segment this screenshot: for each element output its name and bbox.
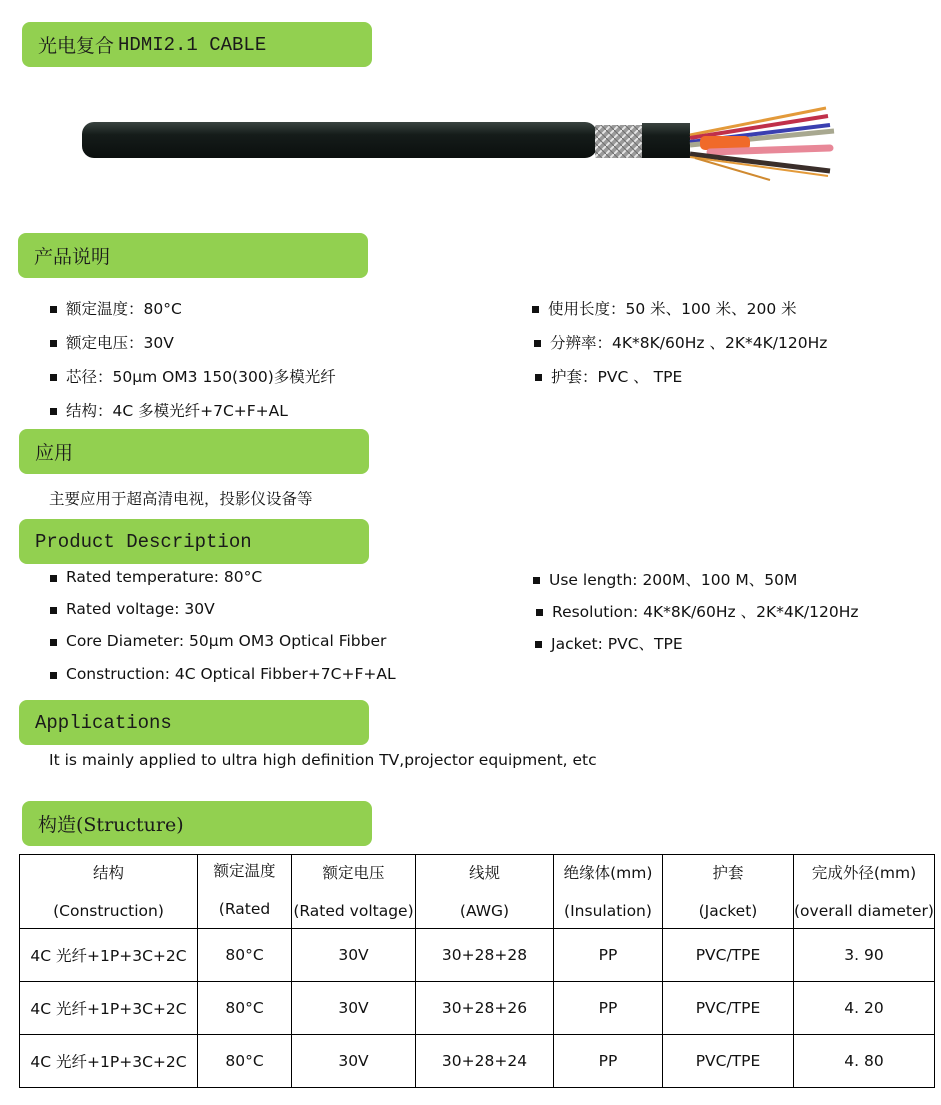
cable-photo-icon [70, 90, 850, 195]
spec-item: Rated temperature: 80°C [50, 568, 262, 586]
section-heading: Product Description [35, 530, 252, 553]
spec-item: Resolution: 4K*8K/60Hz 、2K*4K/120Hz [536, 600, 859, 622]
title-cn: 光电复合 [38, 35, 115, 57]
bullet-icon [50, 639, 57, 646]
spec-item: Jacket: PVC、TPE [535, 632, 683, 654]
cn-applications-text: 主要应用于超高清电视，投影仪设备等 [49, 490, 313, 508]
column-header: 结构 (Construction) [20, 855, 198, 929]
bullet-icon [532, 306, 539, 313]
bullet-icon [534, 340, 541, 347]
section-banner-en-applications [19, 700, 369, 745]
spec-item: 分辨率：4K*8K/60Hz 、2K*4K/120Hz [534, 331, 827, 353]
title-banner [22, 22, 372, 67]
bullet-icon [535, 374, 542, 381]
table-header-row [20, 855, 935, 929]
section-heading: 应用 [35, 442, 74, 464]
bullet-icon [50, 408, 57, 415]
title-en: HDMI2.1 CABLE [118, 33, 267, 56]
spec-item: 结构：4C 多模光纤+7C+F+AL [50, 399, 288, 421]
structure-table [19, 854, 935, 1088]
section-heading: 构造(Structure) [38, 814, 184, 836]
table-row: 4C 光纤+1P+3C+2C 80°C 30V 30+28+28 PP PVC/TPE 3. 90 [20, 929, 935, 982]
spec-item: Rated voltage: 30V [50, 600, 215, 618]
bullet-icon [50, 374, 57, 381]
column-header: 绝缘体(mm) (Insulation) [554, 855, 663, 929]
section-banner-cn-applications [19, 429, 369, 474]
spec-item: Use length: 200M、100 M、50M [533, 568, 797, 590]
section-banner-en-description [19, 519, 369, 564]
column-header: 护套 (Jacket) [663, 855, 794, 929]
spec-item: 使用长度：50 米、100 米、200 米 [532, 297, 797, 319]
column-header: 额定温度 (Rated [198, 855, 292, 929]
bullet-icon [536, 609, 543, 616]
spec-item: Core Diameter: 50μm OM3 Optical Fibber [50, 632, 386, 650]
column-header: 额定电压 (Rated voltage) [292, 855, 416, 929]
spec-item: 护套：PVC 、 TPE [535, 365, 682, 387]
spec-item: Construction: 4C Optical Fibber+7C+F+AL [50, 665, 396, 683]
section-banner-cn-description [18, 233, 368, 278]
en-applications-text: It is mainly applied to ultra high definition TV,projector equipment, etc [49, 751, 597, 769]
bullet-icon [50, 340, 57, 347]
spec-item: 额定电压：30V [50, 331, 174, 353]
column-header: 完成外径(mm) (overall diameter) [794, 855, 935, 929]
spec-item: 额定温度：80°C [50, 297, 182, 319]
section-heading: Applications [35, 711, 172, 734]
section-heading: 产品说明 [34, 246, 111, 268]
spec-item: 芯径：50μm OM3 150(300)多模光纤 [50, 365, 336, 387]
bullet-icon [535, 641, 542, 648]
column-header: 线规 (AWG) [416, 855, 554, 929]
section-banner-structure [22, 801, 372, 846]
bullet-icon [50, 672, 57, 679]
bullet-icon [533, 577, 540, 584]
bullet-icon [50, 575, 57, 582]
table-row: 4C 光纤+1P+3C+2C 80°C 30V 30+28+26 PP PVC/TPE 4. 20 [20, 982, 935, 1035]
bullet-icon [50, 607, 57, 614]
table-row: 4C 光纤+1P+3C+2C 80°C 30V 30+28+24 PP PVC/TPE 4. 80 [20, 1035, 935, 1088]
bullet-icon [50, 306, 57, 313]
